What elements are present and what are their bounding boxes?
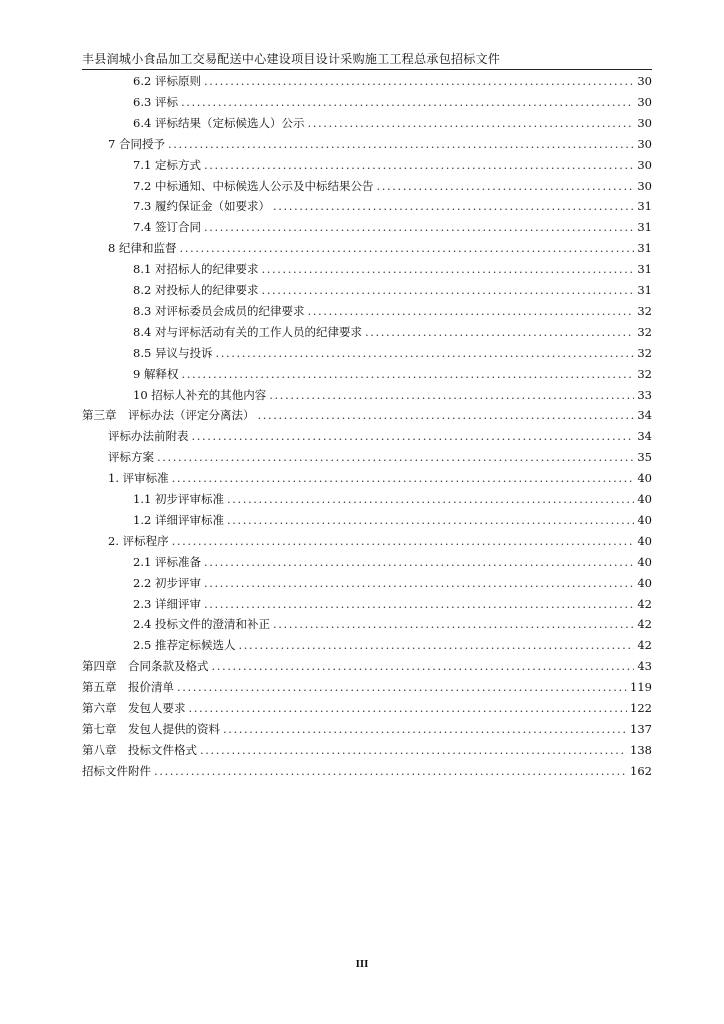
- toc-entry-page: 31: [637, 241, 652, 255]
- toc-entry-label: 2.3 详细评审: [133, 597, 201, 611]
- toc-entry-page: 30: [637, 95, 652, 109]
- toc-leader-dots: [204, 156, 634, 174]
- toc-entry[interactable]: [133, 511, 652, 529]
- toc-leader-dots: [192, 427, 635, 445]
- toc-entry[interactable]: [82, 720, 652, 738]
- toc-entry-label: 第四章 合同条款及格式: [82, 659, 209, 673]
- toc-leader-dots: [204, 218, 634, 236]
- toc-entry[interactable]: [133, 615, 652, 633]
- toc-leader-dots: [223, 720, 627, 738]
- toc-entry[interactable]: [133, 260, 652, 278]
- toc-entry-page: 30: [637, 179, 652, 193]
- toc-entry[interactable]: [108, 239, 652, 257]
- toc-entry[interactable]: [133, 302, 652, 320]
- toc-entry[interactable]: [108, 135, 652, 153]
- toc-entry-label: 2.5 推荐定标候选人: [133, 638, 236, 652]
- toc-entry-label: 7 合同授予: [108, 137, 165, 151]
- toc-leader-dots: [157, 448, 634, 466]
- toc-leader-dots: [273, 197, 634, 215]
- toc-entry-page: 35: [637, 450, 652, 464]
- toc-entry-label: 第六章 发包人要求: [82, 701, 186, 715]
- toc-entry-label: 评标方案: [108, 450, 154, 464]
- toc-leader-dots: [181, 365, 634, 383]
- toc-entry-page: 32: [637, 304, 652, 318]
- toc-leader-dots: [215, 344, 634, 362]
- toc-entry-page: 137: [630, 722, 652, 736]
- toc-entry-label: 招标文件附件: [82, 764, 151, 778]
- toc-leader-dots: [204, 72, 634, 90]
- toc-leader-dots: [273, 615, 634, 633]
- toc-entry-label: 第五章 报价清单: [82, 680, 174, 694]
- toc-entry-page: 31: [637, 262, 652, 276]
- toc-entry[interactable]: [133, 156, 652, 174]
- toc-leader-dots: [365, 323, 634, 341]
- toc-entry-page: 31: [637, 199, 652, 213]
- toc-entry[interactable]: [133, 574, 652, 592]
- toc-entry-page: 40: [637, 576, 652, 590]
- toc-entry-page: 119: [630, 680, 652, 694]
- toc-leader-dots: [204, 595, 634, 613]
- toc-entry[interactable]: [133, 344, 652, 362]
- toc-entry-label: 1.2 详细评审标准: [133, 513, 224, 527]
- toc-leader-dots: [261, 260, 634, 278]
- toc-leader-dots: [177, 678, 627, 696]
- toc-leader-dots: [204, 574, 634, 592]
- toc-entry-label: 8.1 对招标人的纪律要求: [133, 262, 259, 276]
- toc-entry-label: 10 招标人补充的其他内容: [133, 388, 267, 402]
- toc-entry-page: 30: [637, 137, 652, 151]
- toc-entry-page: 32: [637, 367, 652, 381]
- toc-entry-label: 8.4 对与评标活动有关的工作人员的纪律要求: [133, 325, 362, 339]
- toc-leader-dots: [307, 302, 634, 320]
- toc-entry[interactable]: [108, 532, 652, 550]
- toc-leader-dots: [261, 281, 634, 299]
- toc-entry[interactable]: [108, 448, 652, 466]
- toc-entry-label: 评标办法前附表: [108, 429, 189, 443]
- toc-entry-page: 30: [637, 116, 652, 130]
- toc-entry-page: 40: [637, 555, 652, 569]
- toc-leader-dots: [238, 636, 634, 654]
- toc-entry-label: 7.1 定标方式: [133, 158, 201, 172]
- toc-entry[interactable]: [133, 365, 652, 383]
- toc-entry[interactable]: [133, 595, 652, 613]
- toc-entry-label: 8.5 异议与投诉: [133, 346, 213, 360]
- toc-entry-page: 32: [637, 346, 652, 360]
- toc-entry[interactable]: [133, 636, 652, 654]
- toc-leader-dots: [376, 177, 634, 195]
- toc-entry-label: 第三章 评标办法（评定分离法）: [82, 408, 255, 422]
- toc-entry-page: 138: [630, 743, 652, 757]
- toc-entry-label: 9 解释权: [133, 367, 179, 381]
- toc-entry-page: 40: [637, 471, 652, 485]
- toc-entry[interactable]: [133, 93, 652, 111]
- toc-leader-dots: [227, 511, 634, 529]
- toc-entry[interactable]: [133, 197, 652, 215]
- toc-leader-dots: [200, 741, 627, 759]
- toc-entry-label: 6.3 评标: [133, 95, 178, 109]
- toc-leader-dots: [168, 135, 634, 153]
- toc-leader-dots: [258, 406, 635, 424]
- toc-entry[interactable]: [133, 490, 652, 508]
- toc-entry[interactable]: [133, 323, 652, 341]
- toc-entry[interactable]: [82, 741, 652, 759]
- toc-entry-label: 6.2 评标原则: [133, 74, 201, 88]
- toc-entry[interactable]: [133, 114, 652, 132]
- toc-entry[interactable]: [133, 281, 652, 299]
- toc-entry[interactable]: [133, 72, 652, 90]
- document-header: 丰县润城小食品加工交易配送中心建设项目设计采购施工工程总承包招标文件: [82, 51, 652, 70]
- toc-entry-label: 6.4 评标结果（定标候选人）公示: [133, 116, 305, 130]
- toc-leader-dots: [227, 490, 634, 508]
- toc-entry-page: 122: [630, 701, 652, 715]
- toc-entry[interactable]: [133, 218, 652, 236]
- page-number: III: [355, 958, 369, 970]
- toc-entry-page: 33: [637, 388, 652, 402]
- toc-leader-dots: [179, 239, 634, 257]
- toc-entry-page: 40: [637, 513, 652, 527]
- toc-entry[interactable]: [82, 678, 652, 696]
- toc-entry[interactable]: [133, 386, 652, 404]
- toc-entry-label: 1.1 初步评审标准: [133, 492, 224, 506]
- toc-entry[interactable]: [82, 657, 652, 675]
- toc-leader-dots: [172, 469, 635, 487]
- toc-entry-label: 第七章 发包人提供的资料: [82, 722, 220, 736]
- toc-entry-label: 2.1 评标准备: [133, 555, 201, 569]
- toc-leader-dots: [269, 386, 634, 404]
- toc-entry[interactable]: [108, 469, 652, 487]
- toc-leader-dots: [181, 93, 634, 111]
- toc-leader-dots: [204, 553, 634, 571]
- toc-leader-dots: [172, 532, 635, 550]
- toc-entry[interactable]: [133, 177, 652, 195]
- toc-entry-page: 31: [637, 283, 652, 297]
- toc-entry-label: 1. 评审标准: [108, 471, 169, 485]
- toc-leader-dots: [154, 762, 627, 780]
- toc-entry-page: 34: [637, 408, 652, 422]
- toc-entry-label: 7.4 签订合同: [133, 220, 201, 234]
- toc-entry-label: 8 纪律和监督: [108, 241, 177, 255]
- toc-leader-dots: [189, 699, 628, 717]
- toc-entry-label: 2.4 投标文件的澄清和补正: [133, 617, 270, 631]
- toc-leader-dots: [307, 114, 634, 132]
- toc-entry-label: 7.2 中标通知、中标候选人公示及中标结果公告: [133, 179, 374, 193]
- toc-entry-label: 8.3 对评标委员会成员的纪律要求: [133, 304, 305, 318]
- toc-entry-label: 2.2 初步评审: [133, 576, 201, 590]
- toc-entry[interactable]: [108, 427, 652, 445]
- toc-entry-label: 8.2 对投标人的纪律要求: [133, 283, 259, 297]
- toc-entry-page: 34: [637, 429, 652, 443]
- toc-entry-page: 40: [637, 492, 652, 506]
- toc-entry-page: 43: [637, 659, 652, 673]
- toc-entry-page: 162: [630, 764, 652, 778]
- toc-entry-label: 7.3 履约保证金（如要求）: [133, 199, 270, 213]
- toc-entry[interactable]: [82, 699, 652, 717]
- toc-entry[interactable]: [133, 553, 652, 571]
- toc-entry[interactable]: [82, 406, 652, 424]
- toc-entry-page: 42: [637, 638, 652, 652]
- toc-entry-page: 42: [637, 597, 652, 611]
- toc-entry-label: 2. 评标程序: [108, 534, 169, 548]
- toc-entry-page: 42: [637, 617, 652, 631]
- toc-entry-page: 32: [637, 325, 652, 339]
- toc-entry-page: 30: [637, 158, 652, 172]
- toc-entry-page: 40: [637, 534, 652, 548]
- toc-entry[interactable]: [82, 762, 652, 780]
- toc-entry-page: 31: [637, 220, 652, 234]
- toc-entry-label: 第八章 投标文件格式: [82, 743, 197, 757]
- toc-entry-page: 30: [637, 74, 652, 88]
- toc-leader-dots: [212, 657, 635, 675]
